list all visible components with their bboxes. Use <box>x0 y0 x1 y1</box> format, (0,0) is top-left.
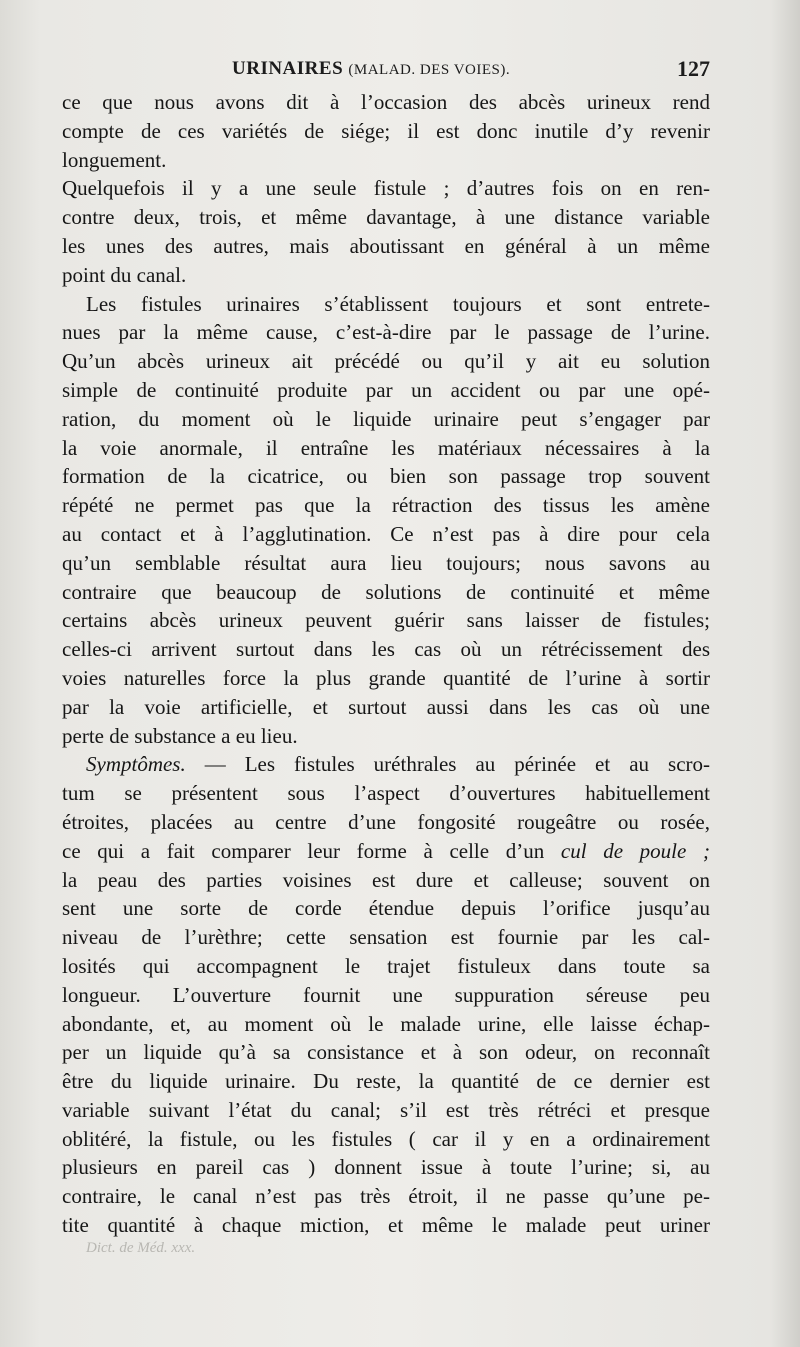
text-line <box>62 520 710 549</box>
text-line <box>62 866 710 895</box>
line-text: les unes des autres, mais aboutissant en général à un même <box>62 233 710 258</box>
line-text: point du canal. <box>62 262 187 287</box>
line-text: contraire, le canal n’est pas très étroit, il ne passe qu’une pe- <box>62 1184 710 1209</box>
line-text: voies naturelles force la plus grande quantité de l’urine à sortir <box>62 665 710 690</box>
line-text: étroites, placées au centre d’une fongosité rougeâtre ou rosée, <box>62 809 710 834</box>
text-line <box>62 1182 710 1211</box>
line-text: contre deux, trois, et même davantage, à une distance variable <box>62 205 710 230</box>
running-title <box>232 58 510 80</box>
line-text: qu’un semblable résultat aura lieu toujours; nous savons au <box>62 550 710 575</box>
line-text: la voie anormale, il entraîne les matériaux nécessaires à la <box>62 435 710 460</box>
italic-phrase: cul de poule ; <box>560 838 710 863</box>
text-line <box>62 952 710 981</box>
text-line <box>62 88 710 117</box>
line-text: la peau des parties voisines est dure et calleuse; souvent on <box>62 867 710 892</box>
text-line <box>62 894 710 923</box>
text-line <box>62 664 710 693</box>
text-line <box>62 232 710 261</box>
text-line <box>62 722 710 751</box>
text-line <box>62 203 710 232</box>
text-line <box>62 146 710 175</box>
text-line <box>62 1125 710 1154</box>
line-text: répété ne permet pas que la rétraction des tissus les amène <box>62 493 710 518</box>
line-text: oblitéré, la fistule, ou les fistules ( car il y en a ordinairement <box>62 1126 710 1151</box>
text-line <box>62 1096 710 1125</box>
line-text: formation de la cicatrice, ou bien son passage trop souvent <box>62 464 710 489</box>
line-text: abondante, et, au moment où le malade urine, elle laisse échap- <box>62 1011 710 1036</box>
line-text: tite quantité à chaque miction, et même le malade peut uriner <box>62 1213 710 1238</box>
line-text: ce que nous avons dit à l’occasion des abcès urineux rend <box>62 90 710 114</box>
text-line <box>62 347 710 376</box>
line-text: perte de substance a eu lieu. <box>62 723 298 748</box>
line-text: au contact et à l’agglutination. Ce n’est pas à dire pour cela <box>62 521 710 546</box>
body-text <box>62 88 710 1240</box>
line-text: losités qui accompagnent le trajet fistuleux dans toute sa <box>62 953 710 978</box>
line-text: compte de ces variétés de siége; il est donc inutile d’y revenir <box>62 118 710 143</box>
text-line <box>62 290 710 319</box>
text-line <box>62 405 710 434</box>
line-text: être du liquide urinaire. Du reste, la quantité de ce dernier est <box>62 1069 710 1094</box>
line-text: simple de continuité produite par un accident ou par une opé- <box>62 377 710 402</box>
line-text: nues par la même cause, c’est-à-dire par le passage de l’urine. <box>62 320 710 345</box>
text-line <box>62 1211 710 1240</box>
text-line <box>62 1038 710 1067</box>
text-line <box>62 1153 710 1182</box>
page-header <box>62 56 710 86</box>
text-line <box>62 578 710 607</box>
text-line <box>62 117 710 146</box>
line-text: ce qui a fait comparer leur forme à celle d’un <box>62 838 561 863</box>
text-line <box>62 174 710 203</box>
line-text: Les fistules urinaires s’établissent toujours et sont entrete- <box>86 291 710 316</box>
line-text: sent une sorte de corde étendue depuis l’orifice jusqu’au <box>62 896 710 921</box>
line-text: variable suivant l’état du canal; s’il est très rétréci et presque <box>62 1097 710 1122</box>
line-text: per un liquide qu’à sa consistance et à son odeur, on reconnaît <box>62 1040 710 1065</box>
line-text: ration, du moment où le liquide urinaire peut s’engager par <box>62 406 710 431</box>
text-line <box>62 606 710 635</box>
text-line <box>62 462 710 491</box>
text-line <box>62 923 710 952</box>
italic-heading: Symptômes. <box>86 752 186 777</box>
line-text: celles-ci arrivent surtout dans les cas où un rétrécissement des <box>62 637 710 662</box>
text-line <box>62 750 710 779</box>
running-title-sub: (MALAD. DES VOIES). <box>348 62 511 78</box>
line-text: longueur. L’ouverture fournit une suppuration séreuse peu <box>62 982 710 1007</box>
text-line <box>62 635 710 664</box>
line-text: par la voie artificielle, et surtout aussi dans les cas où une <box>62 694 710 719</box>
line-text: Qu’un abcès urineux ait précédé ou qu’il y ait eu solution <box>62 349 710 374</box>
text-line <box>62 1010 710 1039</box>
text-line <box>62 491 710 520</box>
line-text: niveau de l’urèthre; cette sensation est fournie par les cal- <box>62 925 710 950</box>
text-line <box>62 808 710 837</box>
line-text: longuement. <box>62 147 167 172</box>
text-line <box>62 261 710 290</box>
line-text: plusieurs en pareil cas ) donnent issue à toute l’urine; si, au <box>62 1155 710 1180</box>
text-line <box>62 981 710 1010</box>
text-line <box>62 434 710 463</box>
text-line <box>62 693 710 722</box>
text-line <box>62 779 710 808</box>
line-text: — Les fistules uréthrales au périnée et au scro- <box>185 752 710 777</box>
line-text: certains abcès urineux peuvent guérir sans laisser de fistules; <box>62 608 710 633</box>
running-title-main: URINAIRES <box>232 58 344 79</box>
line-text: tum se présentent sous l’aspect d’ouvertures habituellement <box>62 781 710 806</box>
signature-mark: Dict. de Méd. xxx. <box>86 1240 196 1256</box>
text-line <box>62 318 710 347</box>
text-line <box>62 1067 710 1096</box>
page-number: 127 <box>677 56 710 81</box>
text-line <box>62 837 710 866</box>
line-text: Quelquefois il y a une seule fistule ; d’autres fois on en ren- <box>62 176 710 201</box>
text-line <box>62 376 710 405</box>
line-text: contraire que beaucoup de solutions de continuité et même <box>62 579 710 604</box>
text-line <box>62 549 710 578</box>
